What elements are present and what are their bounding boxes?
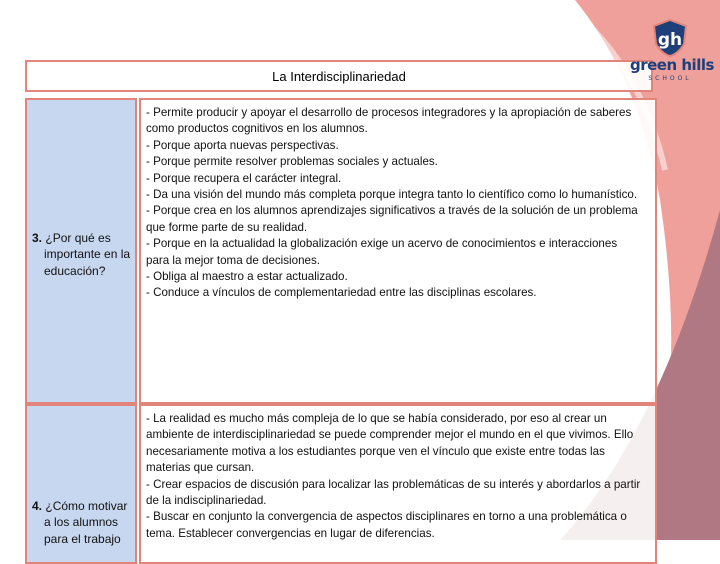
answer-line: - Permite producir y apoyar el desarrollo de procesos integradores y la apropiación de saberes	[146, 106, 632, 119]
answer-line: - La realidad es mucho más compleja de lo que se había considerado, por eso al crear un	[146, 412, 607, 425]
answer-line: - Porque permite resolver problemas sociales y actuales.	[146, 155, 438, 169]
answer-line: - Porque aporta nuevas perspectivas.	[146, 138, 339, 152]
answer-cell-3	[139, 98, 657, 404]
question-number: 3.	[32, 231, 43, 245]
question-line: ¿Cómo motivar	[45, 499, 128, 513]
answer-line: - Conduce a vínculos de complementariedad entre las disciplinas escolares.	[146, 286, 537, 300]
title-box	[25, 60, 653, 92]
answer-list-3	[146, 105, 653, 302]
question-cell-3	[25, 98, 137, 404]
question-line: para el trabajo	[44, 531, 121, 546]
logo-brand: green hills	[630, 56, 714, 74]
answer-line: ambiente de interdisciplinariedad se puede comprender mejor el mundo en el que vivimos. Ello	[146, 428, 634, 442]
content-table	[25, 98, 657, 558]
answer-list-4	[146, 411, 653, 542]
page-title: La Interdisciplinariedad	[272, 69, 406, 84]
answer-line: materias que cursan.	[146, 461, 255, 475]
logo-monogram: gh	[657, 30, 683, 50]
answer-line: - Crear espacios de discusión para localizar las problemáticas de su interés y abordarlos a partir	[146, 477, 641, 491]
logo-subtitle: SCHOOL	[648, 75, 692, 82]
answer-line: para la mejor toma de decisiones.	[146, 253, 320, 267]
question-line: importante en la	[44, 247, 131, 262]
answer-line: - Porque en la actualidad la globalización exige un acervo de conocimientos e interacciones	[146, 237, 618, 251]
answer-line: que forme parte de su realidad.	[146, 220, 308, 234]
answer-line: tema. Establecer convergencias en lugar de diferencias.	[146, 526, 435, 540]
question-text-3	[32, 230, 131, 279]
question-line: a los alumnos	[44, 515, 119, 530]
answer-line: - Da una visión del mundo más completa porque integra tanto lo científico como lo humanístico.	[146, 188, 638, 202]
question-number: 4.	[32, 499, 43, 513]
answer-line: como productos cognitivos en los alumnos.	[146, 122, 368, 136]
answer-line: de la indisciplinariedad.	[146, 494, 267, 508]
answer-line: - Buscar en conjunto la convergencia de aspectos disciplinares en torno a una problemática o	[146, 510, 627, 524]
school-logo	[630, 18, 714, 88]
answer-line: - Obliga al maestro a estar actualizado.	[146, 270, 348, 284]
question-cell-4	[25, 404, 137, 564]
question-line: educación?	[44, 263, 106, 278]
answer-line: - Porque recupera el carácter integral.	[146, 171, 342, 185]
shield-icon	[650, 18, 690, 58]
answer-line: - Porque crea en los alumnos aprendizajes significativos a través de la solución de un problema	[146, 204, 638, 218]
question-line: ¿Por qué es	[45, 231, 111, 245]
answer-line: necesariamente motiva a los estudiantes porque ven el vínculo que existe entre todas las	[146, 444, 605, 458]
answer-cell-4	[139, 404, 657, 564]
